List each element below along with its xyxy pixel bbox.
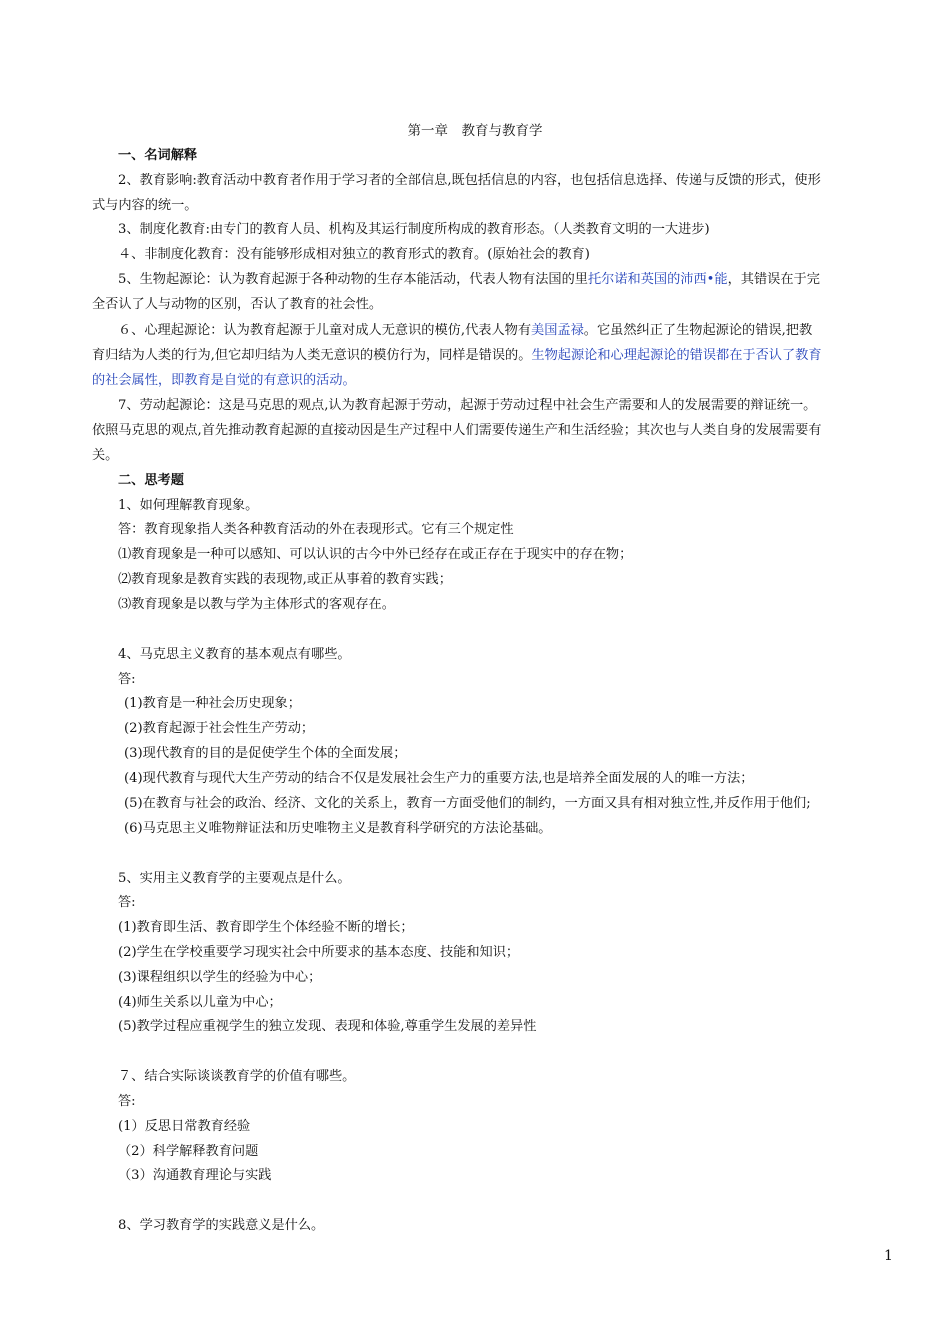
paragraph-line: 依照马克思的观点,首先推动教育起源的直接动因是生产过程中人们需要传递生产和生活经验；其次也与人类自身的发展需要有 — [92, 423, 822, 438]
paragraph-line: 3、制度化教育:由专门的教育人员、机构及其运行制度所构成的教育形态。（人类教育文明的一大进步) — [118, 222, 710, 237]
answer-item: (1）反思日常教育经验 — [118, 1119, 251, 1134]
answer-item: (1)教育是一种社会历史现象； — [124, 696, 301, 711]
paragraph-line: 式与内容的统一。 — [92, 198, 198, 213]
text-span: ，其错误在于完 — [727, 272, 820, 287]
text-span: 。它虽然纠正了生物起源论的错误,把教 — [583, 323, 813, 338]
answer-item: ⑶教育现象是以教与学为主体形式的客观存在。 — [118, 597, 395, 612]
question-title: 5、实用主义教育学的主要观点是什么。 — [118, 871, 351, 886]
answer-item: (1)教育即生活、教育即学生个体经验不断的增长； — [118, 920, 414, 935]
answer-line: 答：教育现象指人类各种教育活动的外在表现形式。它有三个规定性 — [118, 522, 514, 537]
answer-item: (4)师生关系以儿童为中心； — [118, 995, 282, 1010]
answer-label: 答: — [118, 895, 136, 910]
paragraph-line: 关。 — [92, 448, 119, 463]
section-heading-questions: 二、思考题 — [118, 473, 184, 488]
question-title: 4、马克思主义教育的基本观点有哪些。 — [118, 647, 351, 662]
answer-item: (4)现代教育与现代大生产劳动的结合不仅是发展社会生产力的重要方法,也是培养全面发展的人的唯一方法； — [124, 771, 754, 786]
answer-label: 答: — [118, 1094, 136, 1109]
answer-item: (3)现代教育的目的是促使学生个体的全面发展； — [124, 746, 407, 761]
chapter-title: 第一章 教育与教育学 — [407, 123, 543, 139]
answer-item: (2)学生在学校重要学习现实社会中所要求的基本态度、技能和知识； — [118, 945, 520, 960]
text-span: 5、生物起源论：认为教育起源于各种动物的生存本能活动，代表人物有法国的里 — [118, 272, 588, 287]
text-span: ６、心理起源论：认为教育起源于儿童对成人无意识的模仿,代表人物有 — [118, 323, 532, 338]
answer-item: ⑵教育现象是教育实践的表现物,或正从事着的教育实践； — [118, 572, 452, 587]
paragraph-line: ４、非制度化教育：没有能够形成相对独立的教育形式的教育。(原始社会的教育) — [118, 247, 590, 262]
answer-item: (5)在教育与社会的政治、经济、文化的关系上，教育一方面受他们的制约，一方面又具有相对独立性,并反作用于他们; — [124, 796, 811, 811]
highlight-text: 托尔诺和英国的沛西•能 — [587, 272, 728, 287]
answer-item: （3）沟通教育理论与实践 — [118, 1168, 272, 1183]
question-title: 8、学习教育学的实践意义是什么。 — [118, 1218, 325, 1233]
paragraph-line — [92, 346, 822, 366]
question-title: ７、结合实际谈谈教育学的价值有哪些。 — [118, 1069, 356, 1084]
answer-item: (5)教学过程应重视学生的独立发现、表现和体验,尊重学生发展的差异性 — [118, 1019, 537, 1034]
paragraph-line — [118, 270, 820, 290]
answer-item: ⑴教育现象是一种可以感知、可以认识的古今中外已经存在或正存在于现实中的存在物； — [118, 547, 633, 562]
highlight-text: 美国孟禄 — [531, 323, 584, 338]
highlight-text: 生物起源论和心理起源论的错误都在于否认了教育 — [531, 348, 822, 363]
answer-item: （2）科学解释教育问题 — [118, 1144, 259, 1159]
question-title: 1、如何理解教育现象。 — [118, 498, 259, 513]
page-number: 1 — [884, 1248, 893, 1264]
section-heading-definitions: 一、名词解释 — [118, 148, 198, 163]
highlight-line: 的社会属性，即教育是自觉的有意识的活动。 — [92, 373, 356, 388]
paragraph-line — [118, 321, 812, 341]
paragraph-line: 2、教育影响:教育活动中教育者作用于学习者的全部信息,既包括信息的内容，也包括信息选择、传递与反馈的形式，使形 — [118, 173, 821, 188]
text-span: 育归结为人类的行为,但它却归结为人类无意识的模仿行为，同样是错误的。 — [92, 348, 532, 363]
answer-label: 答: — [118, 672, 136, 687]
paragraph-line: 7、劳动起源论：这是马克思的观点,认为教育起源于劳动，起源于劳动过程中社会生产需要和人的发展需要的辩证统一。 — [118, 398, 817, 413]
paragraph-line: 全否认了人与动物的区别，否认了教育的社会性。 — [92, 297, 383, 312]
answer-item: (6)马克思主义唯物辩证法和历史唯物主义是教育科学研究的方法论基础。 — [124, 821, 552, 836]
answer-item: (3)课程组织以学生的经验为中心； — [118, 970, 322, 985]
answer-item: (2)教育起源于社会性生产劳动； — [124, 721, 315, 736]
